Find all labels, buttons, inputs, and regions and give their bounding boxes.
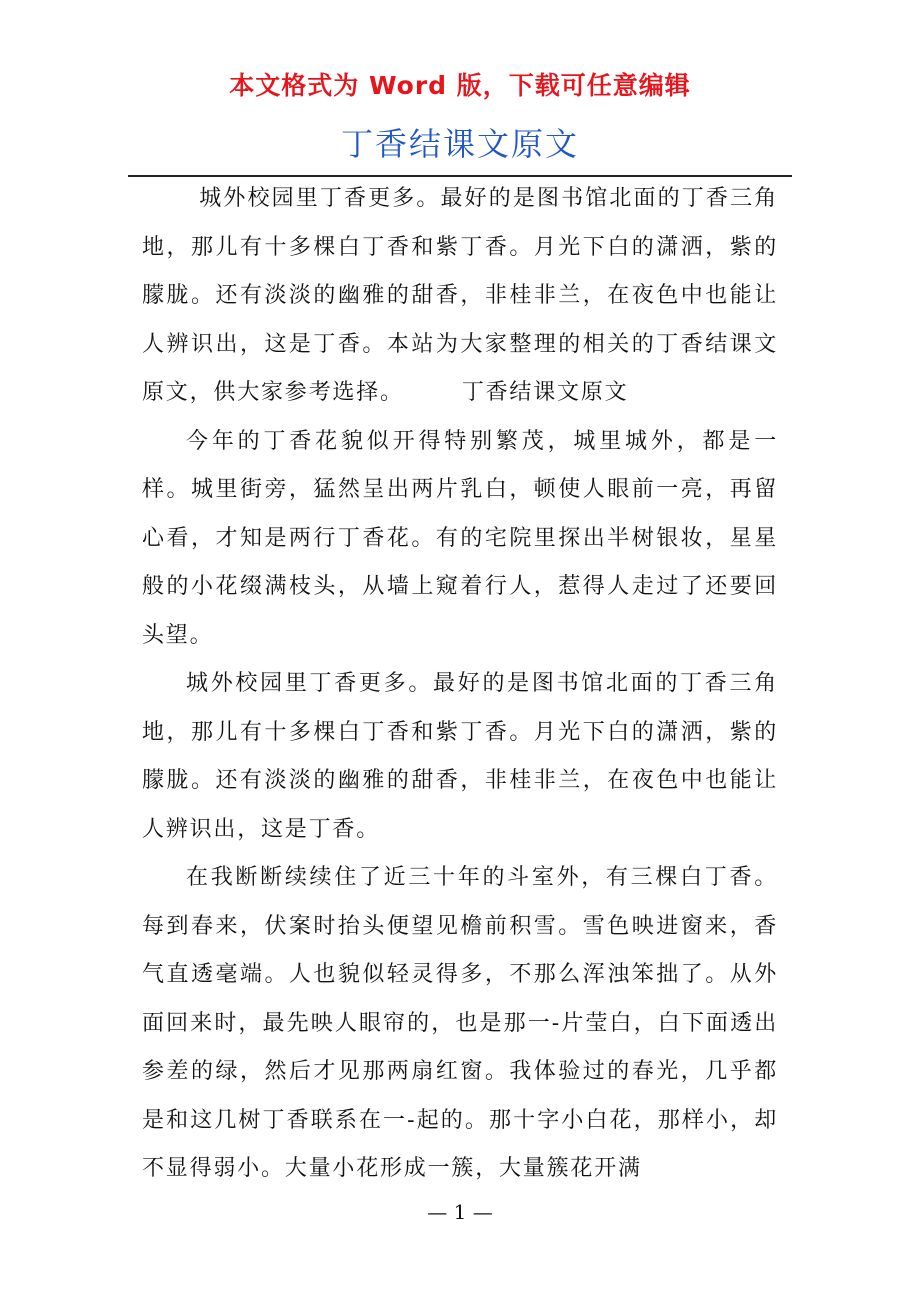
- document-title: 丁香结课文原文: [340, 125, 579, 163]
- intro-paragraph: [142, 175, 778, 418]
- paragraph-3: 在我断断续续住了近三十年的斗室外，有三棵白丁香。每到春来，伏案时抬头便望见檐前积雪。雪色映进窗来，香气直透毫端。人也貌似轻灵得多，不那么浑浊笨拙了。从外面回来时，最先映人眼帘的，也是那一-片莹白，白下面透出参差的绿，然后才见那两扇红窗。我体验过的春光，几乎都是和这几树丁香联系在一-起的。那十字小白花，那样小，却不显得弱小。大量小花形成一簇，大量簇花开满: [142, 865, 778, 1181]
- page-number: — 1 —: [427, 1200, 493, 1224]
- document-body: [142, 175, 778, 1194]
- paragraph-2: 城外校园里丁香更多。最好的是图书馆北面的丁香三角地，那儿有十多棵白丁香和紫丁香。月光下白的潇洒，紫的朦胧。还有淡淡的幽雅的甜香，非桂非兰，在夜色中也能让人辨识出，这是丁香。: [142, 671, 778, 842]
- format-notice: 本文格式为 Word 版，下载可任意编辑: [229, 71, 691, 100]
- paragraph-1: 今年的丁香花貌似开得特别繁茂，城里城外，都是一样。城里街旁，猛然呈出两片乳白，顿使人眼前一亮，再留心看，才知是两行丁香花。有的宅院里探出半树银妆，星星般的小花缀满枝头，从墙上窥着行人，惹得人走过了还要回头望。: [142, 428, 778, 648]
- inline-heading: 丁香结课文原文: [461, 380, 629, 405]
- intro-text: 城外校园里丁香更多。最好的是图书馆北面的丁香三角地，那儿有十多棵白丁香和紫丁香。月光下白的潇洒，紫的朦胧。还有淡淡的幽雅的甜香，非桂非兰，在夜色中也能让人辨识出，这是丁香。本站为大家整理的相关的丁香结课文原文，供大家参考选择。: [142, 186, 778, 405]
